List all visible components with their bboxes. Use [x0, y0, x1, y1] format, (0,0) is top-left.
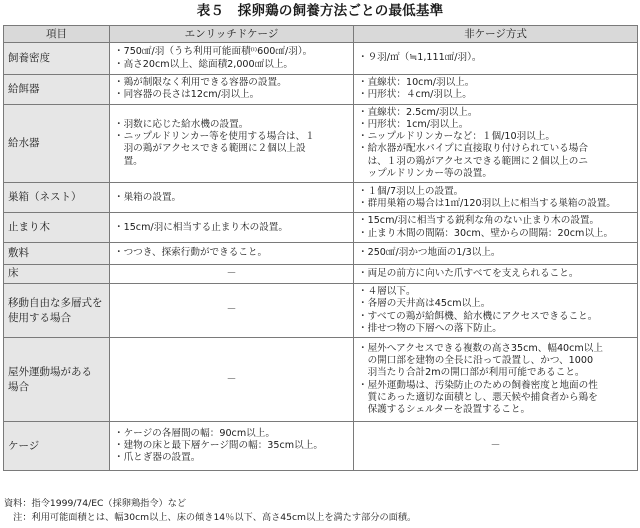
enriched-cage-cell [110, 422, 354, 471]
cell-line: ・250㎠/羽かつ地面の1/3以上。 [358, 247, 501, 259]
cell-line: 質にあった適切な面積とし、悪天候や捕食者から鶏を [358, 391, 598, 403]
non-cage-cell [354, 422, 638, 471]
cell-line: ップルドリンカー等の設置。 [358, 168, 492, 180]
not-applicable-dash: － [226, 304, 237, 316]
cell-line: 巣箱（ネスト） [8, 191, 82, 204]
cell-line: 止まり木 [8, 221, 50, 234]
cell-line: 移動自由な多層式を [8, 296, 103, 309]
cell-line: 飼養密度 [8, 52, 50, 64]
enriched-cage-cell [110, 75, 354, 105]
cell-line: ・円形状：1cm/羽以上。 [358, 118, 469, 130]
cell-line: ・同容器の長さは12cm/羽以上。 [114, 89, 260, 101]
table-row [4, 338, 638, 422]
enriched-cage-cell [110, 183, 354, 213]
not-applicable-dash: － [226, 267, 237, 279]
cell-line: ・１個/7羽以上の設置。 [358, 185, 464, 197]
header-enriched-cage: エンリッチドケージ [110, 26, 354, 43]
row-item-label [4, 183, 110, 213]
cell-line: ・高さ20cm以上、総面積2,000㎠以上。 [114, 58, 294, 70]
cell-line: ・ニップルドリンカー等を使用する場合は、１ [114, 131, 315, 143]
table-row [4, 242, 638, 264]
cell-line: ・巣箱の設置。 [114, 191, 182, 203]
non-cage-cell [354, 242, 638, 264]
enriched-cage-cell [110, 104, 354, 183]
cell-line: ・ケージの各層間の幅：90cm以上。 [114, 427, 275, 439]
cell-line: 給水器 [8, 136, 40, 149]
non-cage-cell [354, 183, 638, 213]
not-applicable-dash: － [490, 440, 501, 451]
cell-line: 敷料 [8, 246, 29, 259]
table-row [4, 283, 638, 337]
non-cage-cell [354, 213, 638, 243]
header-non-cage: 非ケージ方式 [354, 26, 638, 43]
row-item-label [4, 283, 110, 337]
cell-line: ・鶏が制限なく利用できる容器の設置。 [114, 77, 287, 88]
row-item-label [4, 242, 110, 264]
row-item-label [4, 338, 110, 422]
table-row [4, 422, 638, 471]
cell-line: 使用する場合 [8, 311, 71, 324]
cell-line: ・各層の天井高は45cm以上。 [358, 298, 491, 310]
cell-line: ・給水器が配水パイプに直接取り付けられている場合 [358, 143, 588, 155]
cell-line: ・つつき、探索行動ができること。 [114, 247, 268, 259]
cell-line: ・すべての鶏が給餌機、給水機にアクセスできること。 [358, 310, 598, 322]
cell-line: 給餌器 [8, 82, 40, 95]
cell-line: 羽当たり合計2mの開口部が利用可能であること。 [358, 367, 585, 379]
cell-line: 床 [8, 267, 19, 280]
cell-line: ・９羽/㎡（≒1,111㎠/羽）。 [358, 52, 482, 64]
non-cage-cell [354, 43, 638, 75]
footnote: 注：利用可能面積とは、幅30cm以上、床の傾き14％以下、高さ45cm以上を満たす部分の面積。 [4, 512, 417, 523]
cell-line: ・15cm/羽に相当する止まり木の設置。 [114, 221, 288, 233]
source-note: 資料：指令1999/74/EC（採卵鶏指令）など [4, 498, 187, 509]
cell-line: ・15cm/羽に相当する鋭利な角のない止まり木の設置。 [358, 215, 600, 227]
non-cage-cell [354, 338, 638, 422]
table-row [4, 213, 638, 243]
cell-line: ・直線状：10cm/羽以上。 [358, 77, 475, 88]
standards-table [3, 25, 638, 471]
cell-line: 屋外運動場がある [8, 365, 92, 378]
row-item-label [4, 213, 110, 243]
enriched-cage-cell [110, 283, 354, 337]
cell-line: ・爪とぎ器の設置。 [114, 452, 201, 464]
table-row [4, 43, 638, 75]
table-row [4, 183, 638, 213]
cell-line: 置。 [114, 155, 143, 167]
header-item: 項目 [4, 26, 110, 43]
cell-line: ・屋外運動場は、汚染防止のための飼養密度と地面の性 [358, 379, 598, 391]
row-item-label [4, 264, 110, 283]
non-cage-cell [354, 283, 638, 337]
cell-line: ・直線状：2.5cm/羽以上。 [358, 106, 478, 118]
table-header-row [4, 26, 638, 43]
row-item-label [4, 104, 110, 183]
cell-line: ・羽数に応じた給水機の設置。 [114, 118, 249, 130]
cell-line: ・ニップルドリンカーなど：１個/10羽以上。 [358, 131, 555, 143]
cell-line: ・４層以下。 [358, 285, 416, 297]
table-title: 表５ 採卵鶏の飼養方法ごとの最低基準 [196, 3, 444, 19]
table-row [4, 264, 638, 283]
cell-line: 羽の鶏がアクセスできる範囲に２個以上設 [114, 143, 306, 155]
table-row [4, 104, 638, 183]
cell-line: ・建物の床と最下層ケージ間の幅：35cm以上。 [114, 440, 323, 451]
cell-line: ・750㎠/羽（うち利用可能面積⁽ⁱ⁾600㎠/羽）。 [114, 46, 313, 58]
enriched-cage-cell [110, 43, 354, 75]
row-item-label [4, 75, 110, 105]
cell-line: ・止まり木間の間隔：30cm、壁からの間隔：20cm以上。 [358, 227, 614, 239]
cell-line: 場合 [8, 380, 29, 393]
table-row [4, 75, 638, 105]
cell-line: 保護するシェルターを設置すること。 [358, 404, 531, 416]
not-applicable-dash: － [226, 373, 237, 385]
row-item-label [4, 422, 110, 471]
cell-line: ケージ [8, 439, 40, 452]
cell-line: ・排せつ物の下層への落下防止。 [358, 322, 502, 334]
cell-line: ・両足の前方に向いた爪すべてを支えられること。 [358, 267, 579, 279]
non-cage-cell [354, 75, 638, 105]
non-cage-cell [354, 104, 638, 183]
enriched-cage-cell [110, 213, 354, 243]
row-item-label [4, 43, 110, 75]
cell-line: の開口部を建物の全長に沿って設置し、かつ、1000 [358, 355, 594, 367]
enriched-cage-cell [110, 264, 354, 283]
enriched-cage-cell [110, 242, 354, 264]
cell-line: ・群用巣箱の場合は1㎡/120羽以上に相当する巣箱の設置。 [358, 197, 616, 209]
cell-line: は、１羽の鶏がアクセスできる範囲に２個以上のニ [358, 155, 588, 167]
non-cage-cell [354, 264, 638, 283]
cell-line: ・屋外へアクセスできる複数の高さ35cm、幅40cm以上 [358, 342, 603, 354]
cell-line: ・円形状：４cm/羽以上。 [358, 89, 472, 101]
enriched-cage-cell [110, 338, 354, 422]
